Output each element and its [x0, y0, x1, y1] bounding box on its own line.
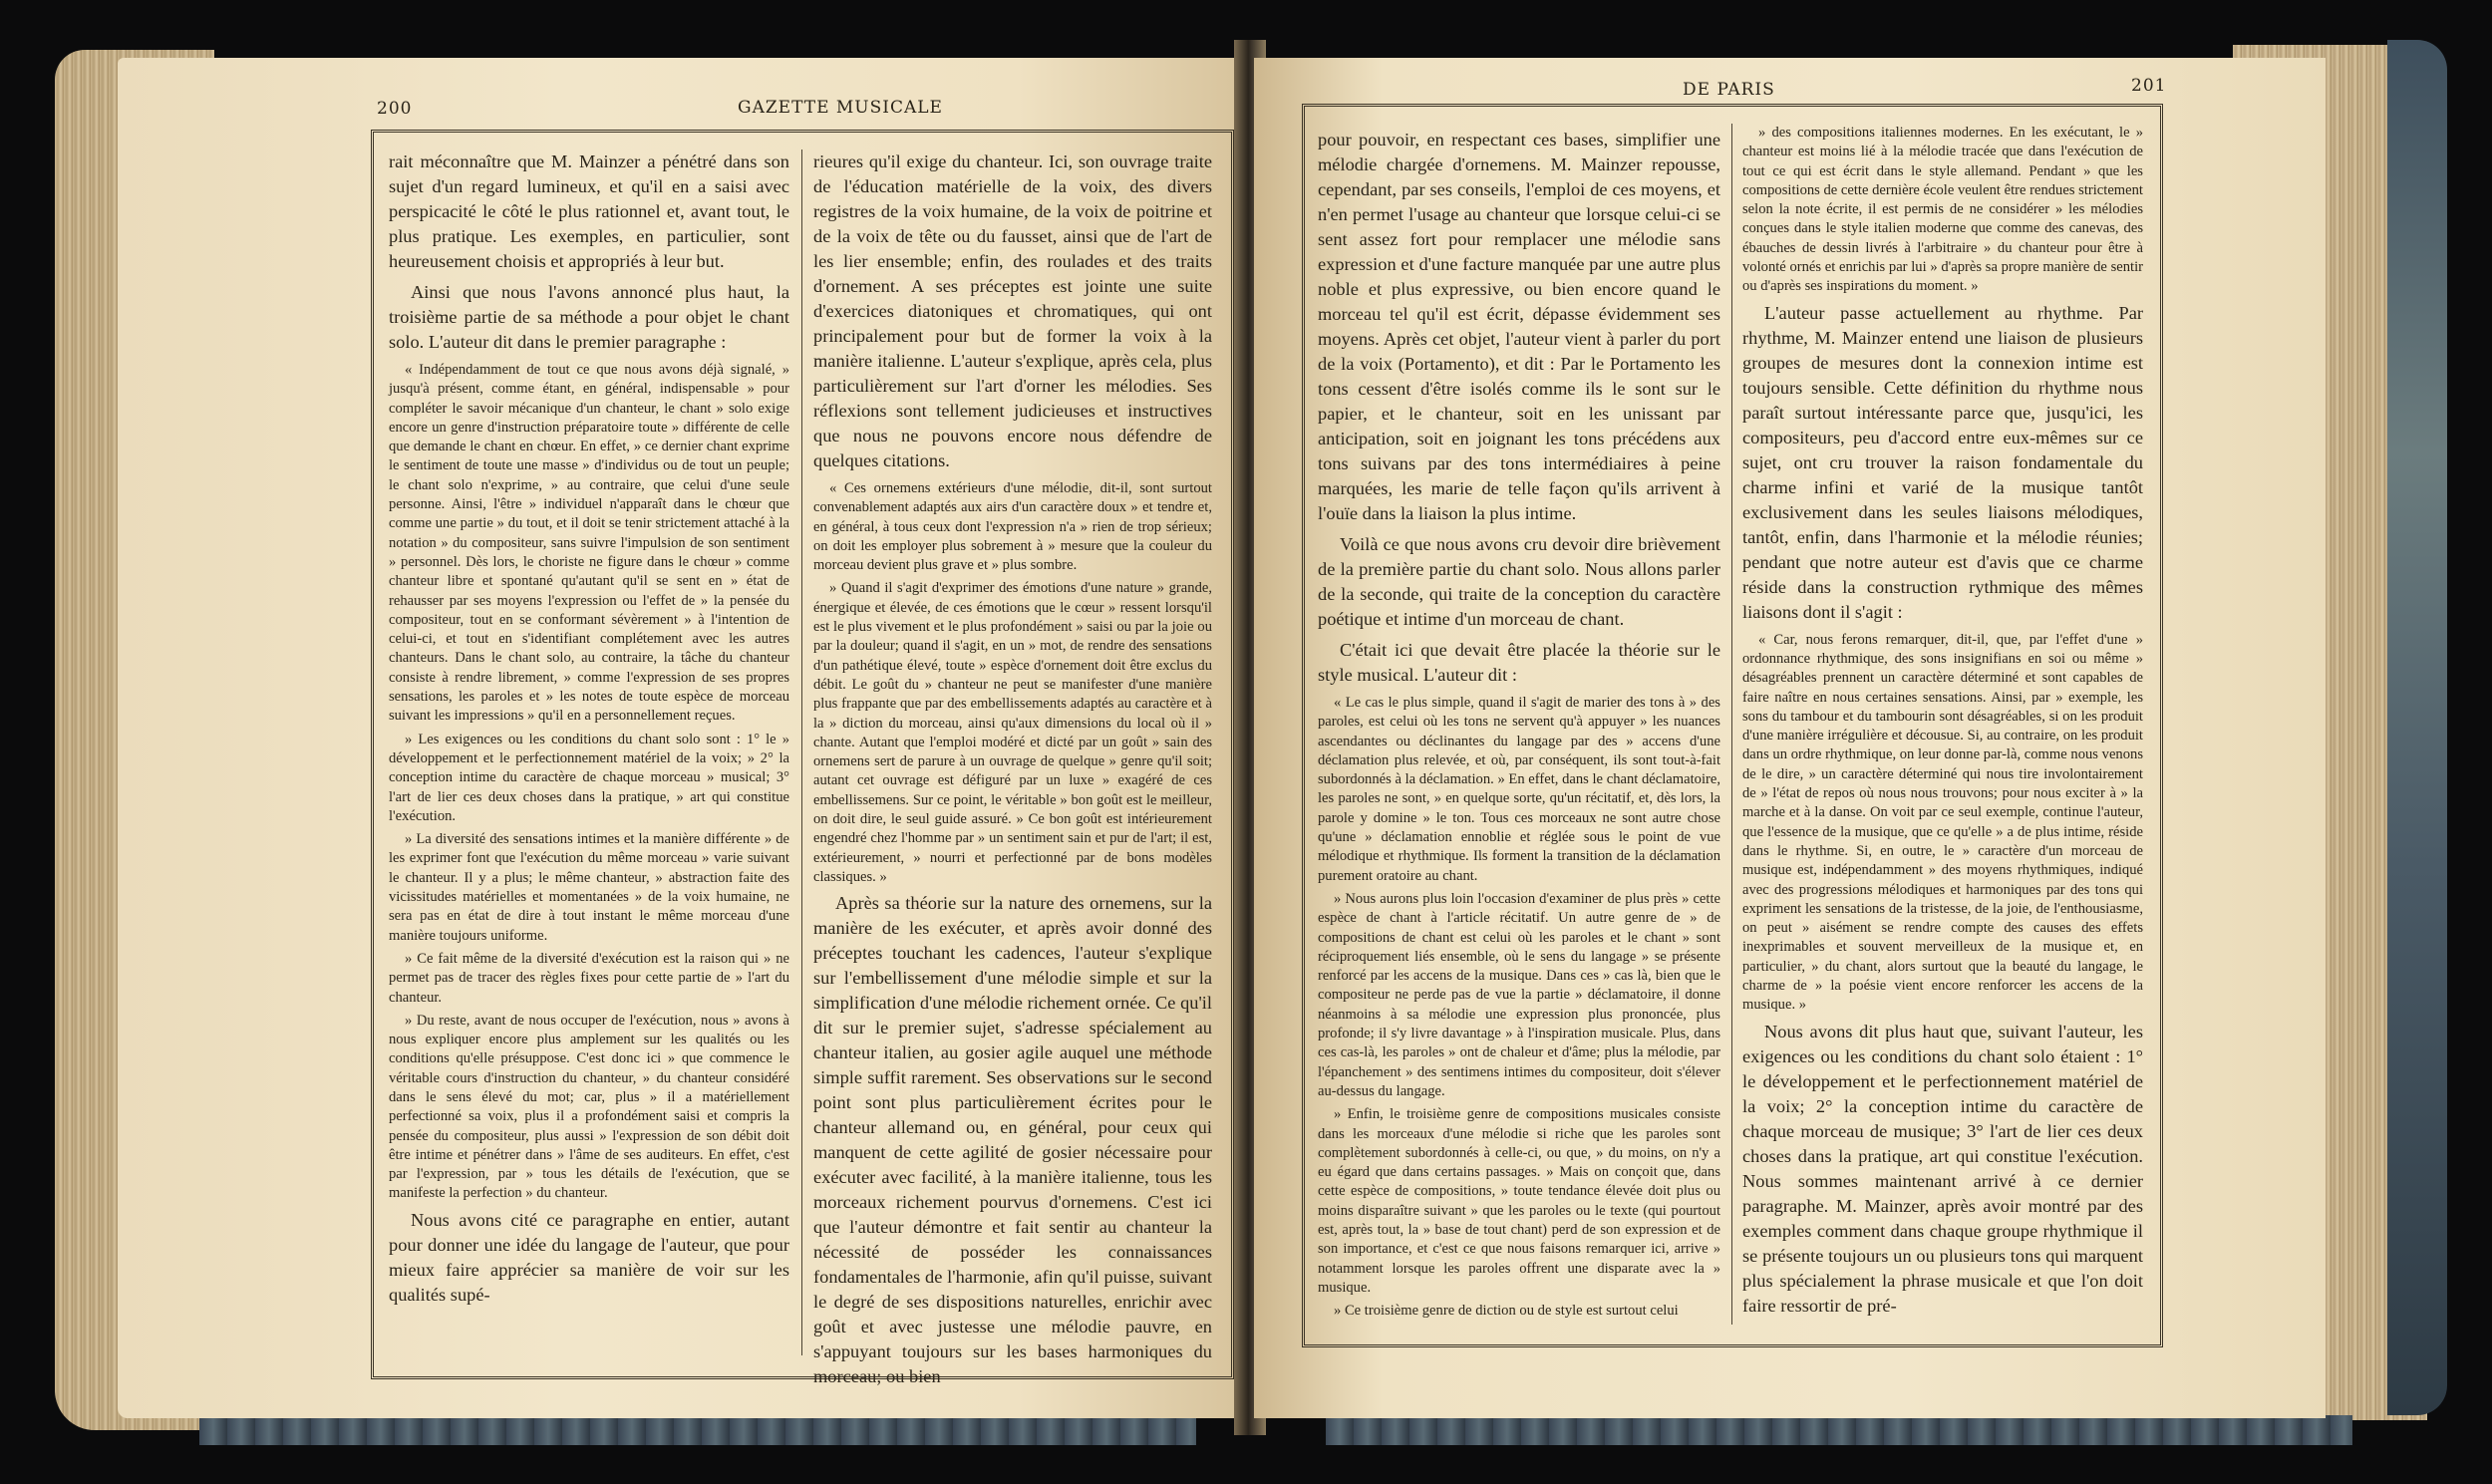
- right-page-column-2: [1742, 124, 2143, 1337]
- body-paragraph: pour pouvoir, en respectant ces bases, simplifier une mélodie chargée d'ornemens. M. Mainzer repousse, cependant, par ses conseils, l'emploi de ces moyens, et n'en permet l'usage au chanteur que lorsque celui-ci se sent assez fort pour remplacer une mélodie sans expression et d'une facture manquée par une autre plus noble et plus expressive, ou bien encore quand le morceau tel qu'il est écrit, dépasse évidemment ses moyens. Après cet objet, l'auteur vient à parler du port de la voix (Portamento), et dit : Par le Portamento les tons cessent d'être isolés comme ils le sont sur le papier, et le chanteur, soit en les unissant par anticipation, soit en joignant les tons précédens aux tons suivans par des tons intermédiaires à peine marquées, les marie de telle façon qu'ils arrivent à l'ouïe dans la liaison la plus intime.: [1318, 130, 1720, 523]
- quoted-paragraph: » Ce troisième genre de diction ou de style est surtout celui: [1334, 1303, 1679, 1320]
- left-column-rule: [801, 149, 802, 1355]
- quoted-paragraph: » La diversité des sensations intimes et la manière différente » de les exprimer font que l'exécution du même morceau » varie suivant le chanteur. Il y a plus; le même chanteur, » abstraction faite des vicissitudes matérielles et momentanées » de la voix humaine, ne sera pas en état de dire à tout instant le même morceau d'une manière toujours uniforme.: [389, 831, 789, 944]
- body-paragraph: L'auteur passe actuellement au rhythme. Par rhythme, M. Mainzer entend une liaison de plusieurs groupes de mesures dont la connexion intime est toujours sensible. Cette définition du rhythme nous paraît surtout intéressante parce que, jusqu'ici, les compositeurs, peu d'accord entre eux-mêmes sur ce sujet, ont cru trouver la raison fondamentale du charme infini et varié de la musique tantôt exclusivement dans les seules liaisons mélodiques, tantôt, enfin, dans l'harmonie et la mélodie réunies; pendant que notre auteur est d'avis que ce charme réside dans la construction rythmique des mêmes liaisons dont il s'agit :: [1742, 302, 2143, 622]
- quoted-paragraph: « Le cas le plus simple, quand il s'agit de marier des tons à » des paroles, est celui où les tons ne servent qu'à appuyer » les nuances ascendantes ou déclinantes du langage par des » accens d'une déclamation plus relevée, et où, par conséquent, ils sont tout-à-fait subordonnés à la déclamation. » En effet, dans le chant déclamatoire, les paroles ne sont, » en quelque sorte, qu'un récitatif, et, dès lors, la parole y domine » le ton. Tous ces morceaux ne sont autre chose qu'une » déclamation ennoblie et réglée sous le point de vue mélodique et rhythmique. Ils forment la transition de la déclamation purement oratoire au chant.: [1318, 695, 1720, 884]
- quoted-paragraph: » Ce fait même de la diversité d'exécution est la raison qui » ne permet pas de tracer des règles fixes pour cette partie de » l'art du chanteur.: [389, 950, 789, 1006]
- left-page-column-2: [813, 149, 1212, 1387]
- quoted-paragraph: » Quand il s'agit d'exprimer des émotions d'une nature » grande, énergique et élevée, de ces émotions que le cœur » ressent lorsqu'il est le plus vivement et le plus profondément » saisi ou par la joie ou par la douleur; quand il s'agit, en un » mot, de rendre des sensations d'un pathétique élevé, toute » espèce d'ornement doit être exclus du débit. Le goût du » chanteur ne peut se manifester d'une manière plus frappante que par des embellissements adaptés au caractère et à la » diction du morceau, ainsi qu'aux dimensions du local où il » chante. Autant que l'emploi modéré et dicté par un goût » sain des ornemens sert de parure à un ouvrage de quelque » genre qu'il soit; autant cet ouvrage est défiguré par un luxe » exagéré de ces embellissemens. Sur ce point, le véritable » bon goût est le meilleur, on doit dire, le seul guide assuré. » Ce bon goût est intérieurement engendré chez l'homme par » un sentiment sain et pur de l'art; il est, extérieurement, » nourri et perfectionné par de bons modèles classiques. »: [813, 580, 1212, 885]
- body-paragraph: rait méconnaître que M. Mainzer a pénétré dans son sujet d'un regard lumineux, et qu'il en a saisi avec perspicacité le côté le plus rationnel et, avant tout, le plus pratique. Les exemples, en particulier, sont heureusement choisis et appropriés à leur but.: [389, 151, 789, 271]
- body-paragraph: Nous avons dit plus haut que, suivant l'auteur, les exigences ou les conditions du chant solo étaient : 1° le développement et le perfectionnement matériel de la voix; 2° la conception intime du caractère de chaque morceau de musique; 3° l'art de lier ces deux choses dans la pratique, art qui constitue l'exécution. Nous sommes maintenant arrivé à ce dernier paragraphe. M. Mainzer, après avoir montré par des exemples comment dans chaque groupe rhythmique il se présente toujours un ou plusieurs tons qui marquent plus spécialement la phrase musicale et que l'on doit faire ressortir de pré-: [1742, 1021, 2143, 1316]
- marbled-cover-bottom-left: [199, 1415, 1196, 1445]
- right-page-column-1: [1318, 128, 1720, 1337]
- body-paragraph: Ainsi que nous l'avons annoncé plus haut, la troisième partie de sa méthode a pour objet le chant solo. L'auteur dit dans le premier paragraphe :: [389, 282, 789, 352]
- quoted-paragraph: « Indépendamment de tout ce que nous avons déjà signalé, » jusqu'à présent, comme étant, en général, indispensable » pour compléter le savoir mécanique d'un chanteur, le chant » solo exige encore un genre d'instruction préparatoire toute » différente de celle que demande le chant en chœur. En effet, » ce dernier chant exprime le sentiment de toute une masse » d'individus ou de tout un peuple; le chant solo n'exprime, » au contraire, que celui d'une seule personne. Ainsi, l'être » individuel n'apparaît dans le chœur que comme une partie » du tout, et il doit se tenir strictement attaché à la notation » du compositeur, sans suivre l'impulsion de son sentiment » personnel. Dès lors, le choriste ne figure dans le chœur » comme chanteur libre et spontané qu'autant qu'il se sent en » état de rehausser par ses moyens l'expression ou l'effet de » la pensée du compositeur, tout en se conformant sévèrement » à l'intention de celui-ci, et tout en s'identifiant complétement avec les autres chanteurs. Dans le chant solo, au contraire, la tâche du chanteur consiste à rendre librement, » comme l'expression de ses propres sensations, les paroles et » les notes de toute espèce de morceau suivant les impressions » qu'il en a personnellement reçues.: [389, 362, 789, 725]
- left-page-number: 200: [377, 99, 413, 119]
- quoted-paragraph: « Ces ornemens extérieurs d'une mélodie, dit-il, sont surtout convenablement adaptés aux airs d'un caractère doux » et tendre et, en général, à tous ceux dont l'expression n'a » rien de trop sérieux; on doit les employer plus sobrement à » mesure que la couleur du morceau devient plus grave et » plus sombre.: [813, 480, 1212, 574]
- quoted-paragraph: » Les exigences ou les conditions du chant solo sont : 1° le » développement et le perfectionnement matériel de la voix; » 2° la conception intime du caractère de chaque morceau » musical; 3° l'art de lier ces deux choses dans la pratique, » art qui constitue l'exécution.: [389, 731, 789, 824]
- right-page-number: 201: [2131, 76, 2167, 96]
- quoted-paragraph: » Enfin, le troisième genre de compositions musicales consiste dans les morceaux d'une mélodie si riche que les paroles sont complètement subordonnés à celle-ci, ou que, » du moins, on n'y a eu égard que dans certains passages. » Mais on conçoit que, dans cette espèce de compositions, » toute tendance élevée doit plus ou moins disparaître suivant » que les paroles ou le texte (qui pourtout est, après tout, la » base de tout chant) perd de son expression et de son importance, et c'est ce que nous faisons remarquer ici, arrive » notamment lorsque les paroles offrent une disparate avec la » musique.: [1318, 1106, 1720, 1296]
- body-paragraph: C'était ici que devait être placée la théorie sur le style musical. L'auteur dit :: [1318, 640, 1720, 685]
- body-paragraph: rieures qu'il exige du chanteur. Ici, son ouvrage traite de l'éducation matérielle de la voix, des divers registres de la voix humaine, de la voix de poitrine et de la voix de tête ou du fausset, ainsi que de l'art de les lier ensemble; enfin, des roulades et des traits d'ornement. A ses préceptes est jointe une suite d'exercices diatoniques et chromatiques, qui ont principalement pour but de former la voix à la manière italienne. L'auteur s'explique, après cela, plus particulièrement sur l'art d'orner les mélodies. Ses réflexions sont tellement judicieuses et instructives que nous ne pouvons encore nous défendre de quelques citations.: [813, 151, 1212, 470]
- quoted-paragraph: » des compositions italiennes modernes. En les exécutant, le » chanteur est moins lié à la mélodie tracée que dans l'exécution de tout ce qui est écrit dans le style allemand. Pendant » que les compositions de cette dernière école veulent être rendues strictement selon la note écrite, il est permis de ne considérer » les mélodies conçues dans le style italien moderne que comme des canevas, des ébauches de dessin livrés à l'arbitraire » du chanteur pour être à volonté ornés et enrichis par lui » d'après sa propre manière de sentir ou d'après ses inspirations du moment. »: [1742, 125, 2143, 295]
- quoted-paragraph: « Car, nous ferons remarquer, dit-il, que, par l'effet d'une » ordonnance rhythmique, des sons insignifians en soi ou même » désagréables prennent un caractère déterminé et sont capables de faire naître en nous certaines sensations. Ainsi, par » exemple, les sons du tambour et du tambourin sont désagréables, si on les produit d'une manière irrégulière et décousue. Si, au contraire, on les produit dans un ordre rhythmique, on leur donne par-là, comme nous venons de le dire, » un caractère déterminé qui nous tire involontairement de » l'état de repos où nous nous trouvons; pour nous exciter à » la marche et à la danse. On voit par ce seul exemple, continue l'auteur, que l'essence de la musique, que ce qu'elle » a de plus intime, réside dans le rhythme. Si, en outre, le » caractère d'un morceau de musique est, indépendamment » des moyens rhythmiques, indiqué avec des progressions mélodiques et harmoniques par des tons qui expriment les sensations de la tristesse, de la joie, de l'enthousiasme, on peut » aisément se rendre compte des causes des effets inexprimables et souvent merveilleux de la musique et, en particulier, » du chant, alors surtout que la beauté du langage, le charme de » la poésie vient encore renforcer les accens de la musique. »: [1742, 631, 2143, 1014]
- body-paragraph: Voilà ce que nous avons cru devoir dire brièvement de la première partie du chant solo. Nous allons parler de la seconde, qui traite de la conception du caractère poétique et intime d'un morceau de chant.: [1318, 534, 1720, 629]
- body-paragraph: Nous avons cité ce paragraphe en entier, autant pour donner une idée du langage de l'auteur, que pour mieux faire apprécier sa manière de voir sur les qualités supé-: [389, 1209, 789, 1305]
- quoted-paragraph: » Du reste, avant de nous occuper de l'exécution, nous » avons à nous expliquer encore plus amplement sur les qualités ou les conditions qu'elle présuppose. C'est donc ici » que commence le véritable cours d'instruction du chanteur, » du chanteur considéré dans le sens élevé du mot; car, plus » il a matériellement perfectionné sa voix, plus il a profondément saisi et compris la pensée du compositeur, plus aussi » l'expression de son débit doit être intime et pénétrer dans » l'âme de ses auditeurs. En effet, c'est par l'expression, par » tous les détails de l'exécution, que se manifeste la perfection » du chanteur.: [389, 1012, 789, 1202]
- quoted-paragraph: » Nous aurons plus loin l'occasion d'examiner de plus près » cette espèce de chant à l'article récitatif. Un autre genre de » de compositions de chant est celui où les paroles et le chant » sont réciproquement liés ensemble, où le sens du langage » se présente renforcé par les accens de la musique. Dans ces » cas là, bien que le compositeur ne perde pas de vue la partie » déclamatoire, il donne néanmoins à sa mélodie une expression plus prononcée, plus profonde; il s'y livre davantage » à l'inspiration musicale. Plus, dans ces cas-là, les paroles » ont de chaleur et d'âme; plus la mélodie, par l'épanchement » des sentimens intimes du compositeur, doit s'élever au-dessus du langage.: [1318, 890, 1720, 1099]
- marbled-cover-right: [2387, 40, 2447, 1415]
- left-page-column-1: [389, 149, 789, 1367]
- body-paragraph: Après sa théorie sur la nature des ornemens, sur la manière de les exécuter, et après avoir donné des préceptes touchant les cadences, l'auteur s'explique sur l'embellissement d'une mélodie simple et sur la simplification d'une mélodie richement ornée. Ce qu'il dit sur le premier sujet, s'adresse spécialement au chanteur italien, au gosier agile auquel une méthode simple suffit rarement. Ses observations sur le second point sont plus particulièrement écrites pour le chanteur allemand ou, en général, pour ceux qui manquent de cette agilité de gosier nécessaire pour exécuter avec facilité, à la manière italienne, tous les morceaux richement pourvus d'ornemens. C'est ici que l'auteur démontre et fait sentir au chanteur la nécessité de posséder les connaissances fondamentales de l'harmonie, afin qu'il puisse, suivant le degré de ses dispositions naturelles, enrichir avec goût et avec justesse une mélodie pauvre, en s'appuyant toujours sur les bases harmoniques du morceau; ou bien: [813, 893, 1212, 1387]
- marbled-cover-bottom-right: [1326, 1415, 2352, 1445]
- left-running-head: GAZETTE MUSICALE: [738, 98, 943, 118]
- right-column-rule: [1731, 124, 1732, 1325]
- right-running-head: DE PARIS: [1683, 80, 1775, 100]
